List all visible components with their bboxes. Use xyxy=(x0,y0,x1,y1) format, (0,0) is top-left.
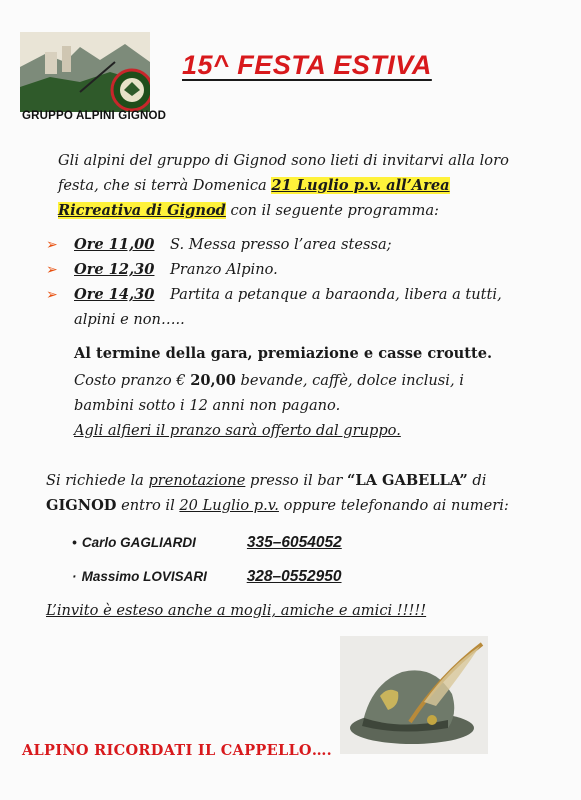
contact-row xyxy=(72,566,342,586)
program-time: Ore 11,00 xyxy=(74,236,155,253)
intro-line-3-text: con il seguente programma: xyxy=(225,202,439,219)
booking-word: prenotazione xyxy=(148,472,246,489)
cost-line-1 xyxy=(74,368,534,393)
intro-line-2-text: festa, che si terrà Domenica xyxy=(58,177,272,194)
program-list xyxy=(46,232,546,332)
program-time: Ore 14,30 xyxy=(74,286,155,303)
booking-text-5: oppure telefonando ai numeri: xyxy=(278,497,509,514)
program-desc: S. Messa presso l’area stessa; xyxy=(170,236,392,253)
intro-line-3 xyxy=(58,198,538,223)
program-time: Ore 12,30 xyxy=(74,261,155,278)
place-highlight: Ricreativa di Gignod xyxy=(58,202,226,219)
arrow-bullet-icon: ➢ xyxy=(46,287,58,303)
arrow-bullet-icon: ➢ xyxy=(46,237,58,253)
booking-line-2 xyxy=(46,493,546,518)
town-name: GIGNOD xyxy=(46,497,117,514)
invite-line: L’invito è esteso anche a mogli, amiche e amici !!!!! xyxy=(46,602,427,619)
contact-phone[interactable]: 328–0552950 xyxy=(246,568,342,585)
program-desc: Pranzo Alpino. xyxy=(170,261,278,278)
alfieri-line: Agli alfieri il pranzo sarà offerto dal gruppo. xyxy=(74,422,401,439)
logo-caption: GRUPPO ALPINI GIGNOD xyxy=(22,110,167,122)
contact-row xyxy=(72,532,342,552)
date-highlight: 21 Luglio p.v. all’Area xyxy=(271,177,450,194)
booking-text-2: presso il bar xyxy=(245,472,347,489)
booking-line-1 xyxy=(46,468,546,493)
group-logo xyxy=(20,32,150,122)
awards-line: Al termine della gara, premiazione e casse croutte. xyxy=(74,345,493,362)
cost-paragraph xyxy=(74,368,534,443)
contact-name: Massimo LOVISARI xyxy=(81,569,207,584)
booking-text-3: di xyxy=(467,472,487,489)
intro-line-2 xyxy=(58,173,538,198)
contact-bullet: • xyxy=(72,535,77,550)
booking-text: Si richiede la xyxy=(46,472,149,489)
contact-bullet: · xyxy=(72,569,77,584)
footer-reminder: ALPINO RICORDATI IL CAPPELLO…. xyxy=(22,742,333,759)
bar-name: “LA GABELLA” xyxy=(346,472,468,489)
program-desc: Partita a petanque a baraonda, libera a tutti, xyxy=(170,286,502,303)
booking-paragraph xyxy=(46,468,546,518)
booking-date: 20 Luglio p.v. xyxy=(179,497,279,514)
contact-phone[interactable]: 335–6054052 xyxy=(246,534,342,551)
intro-paragraph xyxy=(58,148,538,223)
alpine-hat-image xyxy=(340,636,488,754)
booking-text-4: entro il xyxy=(116,497,180,514)
program-item xyxy=(46,282,546,307)
contact-name: Carlo GAGLIARDI xyxy=(81,535,196,550)
intro-line-1: Gli alpini del gruppo di Gignod sono lieti di invitarvi alla loro xyxy=(58,152,509,169)
page-title: 15^ FESTA ESTIVA xyxy=(182,50,432,80)
cost-amount: 20,00 xyxy=(190,372,236,389)
cost-line-2: bambini sotto i 12 anni non pagano. xyxy=(74,397,341,414)
cost-suffix: bevande, caffè, dolce inclusi, i xyxy=(235,372,464,389)
program-item xyxy=(46,257,546,282)
cost-prefix: Costo pranzo € xyxy=(74,372,191,389)
arrow-bullet-icon: ➢ xyxy=(46,262,58,278)
program-continuation: alpini e non….. xyxy=(74,311,185,328)
program-item xyxy=(46,232,546,257)
